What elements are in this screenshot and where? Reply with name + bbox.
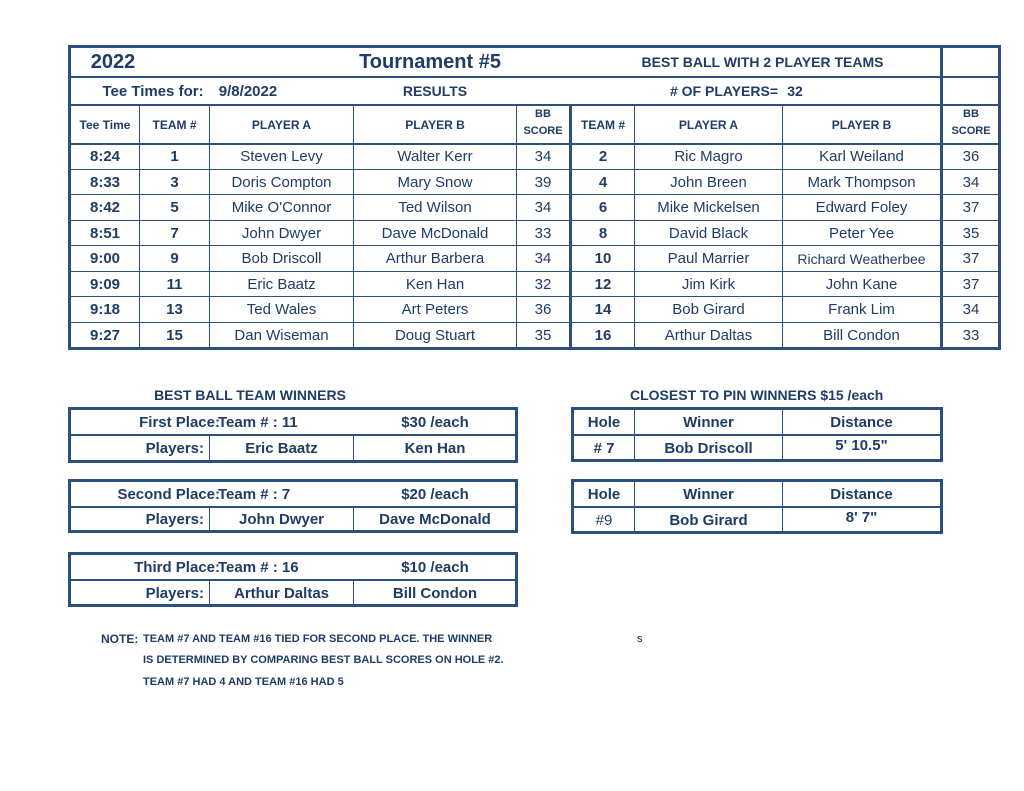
player-a: Bob Driscoll	[241, 250, 322, 267]
tee-time: 8:42	[89, 199, 121, 216]
winner-header: Winner	[683, 413, 734, 431]
player-b: Art Peters	[401, 301, 469, 318]
hole-header: Hole	[587, 485, 621, 503]
players-label: # OF PLAYERS=	[669, 83, 779, 99]
format-title: BEST BALL WITH 2 PLAYER TEAMS	[641, 54, 884, 70]
place-prize: $30 /each	[401, 413, 469, 431]
note-line-1: TEAM #7 AND TEAM #16 TIED FOR SECOND PLACE. THE WINNER	[143, 633, 493, 645]
tee-time: 9:00	[89, 250, 121, 267]
team-number: 11	[166, 276, 183, 293]
bb-score: 33	[534, 225, 552, 242]
tee-time: 8:33	[89, 174, 121, 191]
bb-score: 33	[962, 326, 980, 344]
player-b: Frank Lim	[828, 301, 895, 318]
tee-times-label: Tee Times for:	[102, 82, 204, 100]
player-b: Arthur Barbera	[385, 250, 485, 267]
player-b: Karl Weiland	[819, 148, 904, 165]
player-b: Mary Snow	[397, 174, 473, 191]
tournament-title: Tournament #5	[359, 50, 501, 73]
col-team-2: TEAM #	[580, 117, 625, 132]
team-number: 3	[170, 174, 179, 191]
player-b: Bill Condon	[823, 326, 900, 344]
hole-number: # 7	[593, 439, 615, 457]
bb-score: 37	[962, 199, 980, 216]
pin-distance: 5' 10.5"	[835, 436, 888, 454]
team-number: 10	[594, 250, 612, 267]
tee-date: 9/8/2022	[218, 82, 278, 100]
player-a: Steven Levy	[240, 148, 323, 165]
team-number: 12	[594, 276, 612, 293]
distance-header: Distance	[830, 413, 893, 431]
pin-winner: Bob Girard	[669, 511, 748, 529]
team-number: 7	[170, 225, 179, 242]
player-a: Paul Marrier	[667, 250, 750, 267]
player-a: Arthur Daltas	[664, 326, 753, 344]
winner-header: Winner	[683, 485, 734, 503]
player-a: Dan Wiseman	[234, 326, 329, 344]
place-label: Second Place:	[117, 485, 220, 503]
bb-score: 34	[534, 250, 552, 267]
bb-score: 34	[534, 148, 552, 165]
winner-player-a: Arthur Daltas	[233, 584, 330, 602]
place-prize: $10 /each	[401, 558, 469, 576]
players-label: Players:	[145, 584, 204, 602]
team-number: 9	[170, 250, 179, 267]
team-number: 2	[598, 148, 608, 165]
results-label: RESULTS	[402, 83, 468, 99]
tee-time: 9:18	[89, 301, 121, 318]
bb-label: BB	[535, 108, 551, 120]
bb-score: 35	[534, 326, 552, 344]
bb-score: 39	[534, 174, 552, 191]
player-a: Mike Mickelsen	[657, 199, 760, 216]
player-b: Dave McDonald	[381, 225, 489, 242]
note-line-3: TEAM #7 HAD 4 AND TEAM #16 HAD 5	[143, 676, 344, 688]
bb-score: 32	[534, 276, 552, 293]
place-team: Team # : 11	[218, 413, 298, 431]
place-team: Team # : 16	[218, 558, 299, 576]
team-number: 16	[594, 326, 612, 344]
player-b: Walter Kerr	[397, 148, 473, 165]
bb-score: 34	[962, 174, 980, 191]
players-label: Players:	[145, 511, 204, 528]
player-a: David Black	[668, 225, 749, 242]
team-number: 13	[166, 301, 183, 318]
player-a: Ted Wales	[246, 301, 317, 318]
winner-player-b: Dave McDonald	[379, 511, 491, 528]
hole-number: #9	[595, 511, 613, 529]
bb-score: 36	[962, 148, 980, 165]
distance-header: Distance	[830, 485, 893, 503]
team-number: 14	[594, 301, 612, 318]
bb-score: 37	[962, 250, 980, 267]
col-player-a-2: PLAYER A	[678, 117, 739, 132]
pin-distance: 8' 7"	[845, 508, 878, 526]
col-tee-time: Tee Time	[79, 117, 131, 132]
team-number: 4	[598, 174, 608, 191]
player-b: Peter Yee	[828, 225, 895, 242]
place-label: Third Place:	[134, 558, 220, 576]
team-number: 1	[170, 148, 179, 165]
hole-header: Hole	[587, 413, 621, 431]
tee-time: 8:51	[89, 225, 121, 242]
players-label: Players:	[145, 440, 204, 457]
player-a: John Dwyer	[241, 225, 322, 242]
col-player-b-2: PLAYER B	[831, 117, 892, 132]
team-number: 15	[166, 326, 183, 344]
note-label: NOTE:	[101, 632, 139, 646]
player-b: Edward Foley	[815, 199, 908, 216]
bb-score: 36	[534, 301, 552, 318]
place-label: First Place:	[139, 413, 220, 431]
player-b: John Kane	[825, 276, 898, 293]
place-team: Team # : 7	[218, 485, 291, 503]
player-a: Doris Compton	[231, 174, 332, 191]
player-a: Mike O'Connor	[231, 199, 332, 216]
stray-mark: s	[637, 633, 643, 645]
bb-score: 34	[534, 199, 552, 216]
team-number: 8	[598, 225, 608, 242]
winners-title: BEST BALL TEAM WINNERS	[154, 387, 346, 403]
col-bb-score-1	[517, 106, 569, 143]
place-prize: $20 /each	[401, 485, 469, 503]
closest-title: CLOSEST TO PIN WINNERS $15 /each	[630, 387, 884, 403]
team-number: 5	[170, 199, 179, 216]
winner-player-a: John Dwyer	[238, 511, 325, 528]
bb-label: BB	[963, 108, 979, 120]
player-b: Ted Wilson	[398, 199, 472, 216]
bb-score: 34	[962, 301, 980, 318]
score-label: SCORE	[523, 125, 563, 137]
player-a: Bob Girard	[672, 301, 745, 318]
tee-time: 9:27	[89, 326, 121, 344]
player-b: Richard Weatherbee	[797, 250, 926, 267]
col-bb-score-2	[943, 106, 999, 143]
winner-player-a: Eric Baatz	[245, 440, 318, 457]
player-a: Jim Kirk	[681, 276, 736, 293]
tee-time: 9:09	[89, 276, 121, 293]
winner-player-b: Bill Condon	[392, 584, 478, 602]
tee-time: 8:24	[89, 148, 121, 165]
bb-score: 37	[962, 276, 980, 293]
player-b: Ken Han	[405, 276, 465, 293]
players-count: 32	[787, 83, 803, 99]
player-b: Doug Stuart	[394, 326, 476, 344]
bb-score: 35	[962, 225, 980, 242]
year: 2022	[90, 50, 136, 73]
player-a: Ric Magro	[674, 148, 743, 165]
col-player-b-1: PLAYER B	[405, 117, 465, 132]
team-number: 6	[598, 199, 608, 216]
score-label: SCORE	[951, 125, 991, 137]
player-a: John Breen	[670, 174, 747, 191]
winner-player-b: Ken Han	[404, 440, 466, 457]
player-a: Eric Baatz	[247, 276, 316, 293]
player-b: Mark Thompson	[807, 174, 916, 191]
pin-winner: Bob Driscoll	[664, 439, 753, 457]
note-line-2: IS DETERMINED BY COMPARING BEST BALL SCORES ON HOLE #2.	[143, 654, 504, 666]
col-team-1: TEAM #	[152, 117, 197, 132]
col-player-a-1: PLAYER A	[251, 117, 312, 132]
